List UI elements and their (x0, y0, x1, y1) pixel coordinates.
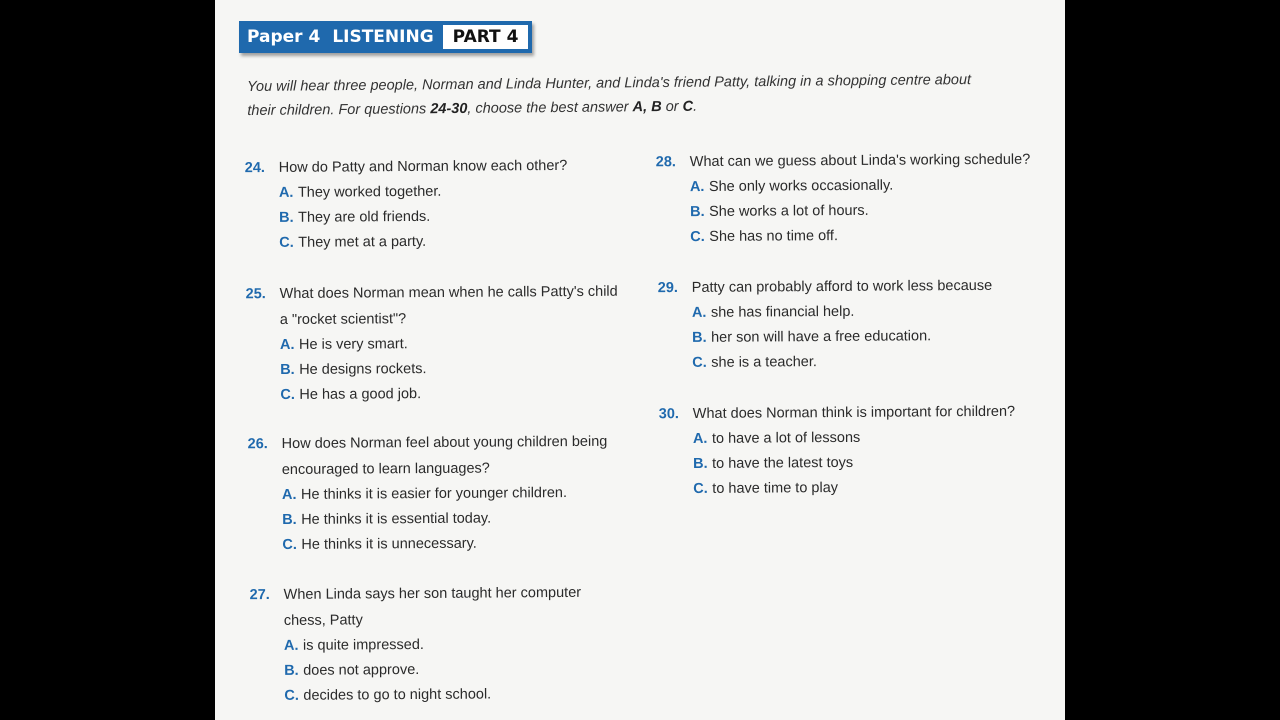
option-letter: C. (282, 536, 297, 554)
option-letter: B. (282, 511, 297, 529)
question-26 (248, 429, 609, 559)
question-30 (659, 399, 1016, 502)
question-29 (658, 273, 993, 376)
option-text: She works a lot of hours. (709, 202, 869, 220)
question-text (282, 429, 608, 483)
option-letter: C. (693, 480, 708, 498)
option-text: to have time to play (712, 479, 839, 497)
option-b[interactable] (284, 657, 582, 684)
answer-letter-c: C (682, 98, 694, 115)
option-letter: C. (280, 386, 295, 404)
option-letter: C. (690, 228, 705, 246)
instructions-line-1: You will hear three people, Norman and Linda Hunter, and Linda's friend Patty, talking in a shopping centre about (247, 72, 972, 95)
option-text: He is very smart. (298, 336, 408, 353)
option-letter: C. (284, 687, 299, 704)
paper-label: Paper 4 (247, 27, 321, 47)
option-c[interactable] (282, 531, 608, 558)
option-letter: C. (692, 354, 707, 371)
option-letter: A. (278, 184, 294, 201)
instructions-text: , choose the best answer (467, 99, 633, 117)
option-a[interactable] (279, 179, 568, 206)
section-header (239, 21, 532, 53)
option-text: He thinks it is easier for younger children. (300, 485, 568, 503)
option-letter: B. (279, 209, 294, 226)
question-text: What can we guess about Linda's working schedule? (689, 151, 1031, 171)
option-text: does not approve. (303, 661, 420, 679)
option-letter: A. (281, 486, 297, 504)
question-text: What does Norman think is important for children? (692, 403, 1016, 423)
option-text: She has no time off. (709, 228, 839, 245)
question-text-line-1: When Linda says her son taught her computer (283, 584, 582, 603)
option-letter: A. (283, 637, 299, 654)
option-letter: B. (280, 361, 295, 379)
option-text: He thinks it is essential today. (301, 510, 492, 528)
part-label: PART 4 (442, 24, 530, 50)
option-c[interactable] (690, 223, 1031, 250)
option-text: she has financial help. (710, 303, 855, 321)
question-number: 26. (247, 436, 268, 453)
question-text-line-2: chess, Patty (283, 612, 363, 629)
instructions-text: their children. For questions (247, 101, 431, 119)
option-c[interactable] (692, 349, 993, 376)
question-text-line-2: encouraged to learn languages? (281, 460, 490, 479)
option-text: she is a teacher. (711, 354, 817, 371)
option-text: She only works occasionally. (708, 177, 894, 195)
question-number: 30. (658, 406, 679, 423)
question-number: 25. (245, 286, 266, 303)
option-text: her son will have a free education. (711, 328, 932, 346)
option-a[interactable] (280, 331, 618, 358)
question-text-line-1: What does Norman mean when he calls Patty's child (279, 283, 618, 303)
option-c[interactable] (284, 682, 582, 709)
question-number: 27. (249, 587, 270, 604)
option-text: He designs rockets. (299, 361, 427, 378)
question-text (280, 279, 618, 333)
option-b[interactable] (279, 204, 568, 231)
option-c[interactable] (280, 381, 618, 408)
textbook-page (215, 0, 1065, 720)
question-text-line-2: a "rocket scientist"? (279, 311, 407, 329)
option-letter: C. (279, 234, 294, 251)
option-text: They are old friends. (298, 208, 431, 226)
question-text (284, 580, 582, 634)
option-b[interactable] (692, 324, 993, 351)
option-a[interactable] (693, 425, 1016, 452)
question-text: How do Patty and Norman know each other? (278, 157, 568, 176)
option-b[interactable] (690, 198, 1031, 225)
option-a[interactable] (692, 299, 993, 326)
option-b[interactable] (693, 450, 1016, 477)
answer-letters: A, B (632, 99, 662, 116)
paper-title (239, 21, 442, 53)
option-c[interactable] (693, 475, 1016, 502)
option-a[interactable] (282, 481, 608, 508)
question-text: Patty can probably afford to work less because (691, 277, 993, 296)
option-text: is quite impressed. (302, 636, 424, 654)
option-text: He thinks it is unnecessary. (301, 535, 477, 553)
option-letter: A. (692, 430, 708, 448)
section-label: LISTENING (332, 27, 434, 47)
option-b[interactable] (282, 506, 608, 533)
option-letter: A. (279, 336, 295, 354)
option-text: He has a good job. (299, 386, 422, 403)
option-a[interactable] (690, 173, 1031, 200)
question-number: 24. (244, 159, 265, 177)
option-letter: B. (692, 329, 707, 346)
question-number: 29. (657, 280, 678, 297)
option-text: to have a lot of lessons (711, 429, 861, 447)
option-text: They worked together. (297, 183, 442, 201)
question-24 (245, 153, 568, 256)
instructions-text: . (692, 98, 698, 115)
option-letter: B. (284, 662, 299, 679)
option-text: decides to go to night school. (303, 686, 492, 704)
question-text-line-1: How does Norman feel about young children being (281, 433, 608, 453)
option-letter: B. (690, 203, 705, 221)
option-b[interactable] (280, 356, 618, 383)
question-number: 28. (655, 154, 676, 171)
option-c[interactable] (279, 229, 568, 256)
option-text: to have the latest toys (712, 454, 854, 472)
option-a[interactable] (284, 632, 582, 659)
question-range: 24-30 (430, 100, 468, 118)
option-text: They met at a party. (298, 233, 427, 251)
question-28 (656, 147, 1031, 251)
option-letter: B. (693, 455, 708, 473)
instructions-text: or (661, 98, 683, 116)
instructions (247, 67, 1037, 123)
question-27 (250, 580, 582, 709)
option-letter: A. (689, 178, 705, 196)
question-25 (246, 279, 619, 409)
option-letter: A. (691, 304, 707, 321)
